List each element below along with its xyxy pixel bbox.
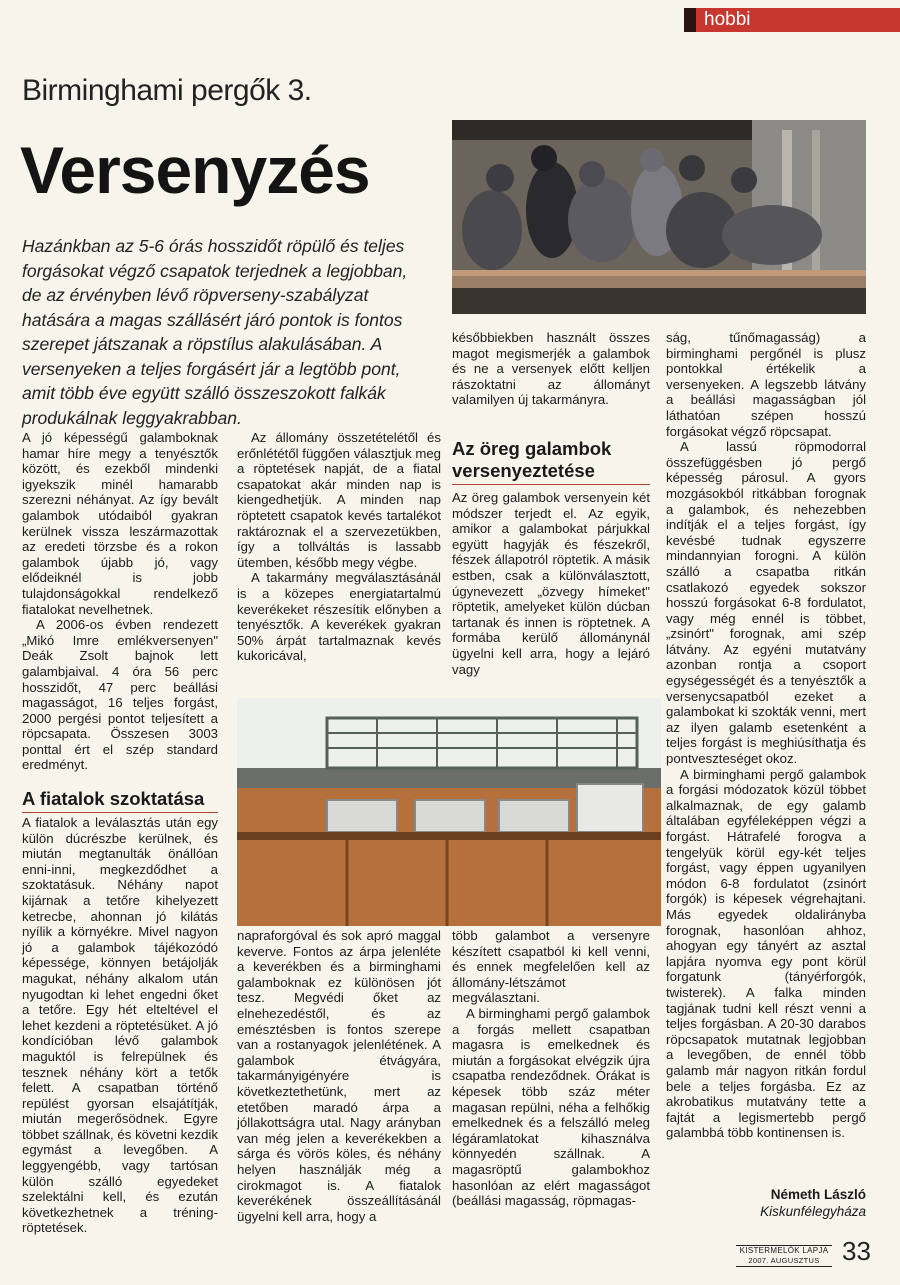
column-1-top xyxy=(22,430,218,773)
paragraph: A takarmány megválasztásánál is a közepes energiatartalmú keverékeket részesítik előnyben a tenyésztők. A keverékek gyakran 50% árpát tartalmaznak kevés kukoricával, xyxy=(237,570,441,664)
article-kicker: Birminghami pergők 3. xyxy=(22,74,312,107)
paragraph: A lassú röpmodorral összefüggésben jó pergő képesség párosul. A gyors mozgásokból ritkábban forognak a galambok, és nehezebben indítják el a teljes forgást, így kevésbé tudnak egyszerre mindannyian forogni. A külön szálló a csapatba ritkán csatlakozó egyedek sokszor hosszú forgásokat 6-8 fordulatot, vagy még ennél is többet, „zsinórt" forognak, ami szép látvány. Az egyéni mutatvány azonban rontja a csoport egységességét és a tenyésztők a versenycsapatból ezeket a galambokat ki szokták venni, mert az ilyen galamb esetenként a teljes forgást is meghiúsíthatja és pontveszteséget okoz. xyxy=(666,439,866,767)
paragraph: Az állomány összetételétől és erőnlététől függően választjuk meg a röptetések napját, de a fiatal csapatokat akár minden nap is kiengedhetjük. A minden nap röptetett csapatok kevés tartalékot raktároznak el a szervezetükben, így a tollváltás is lassabb ütemben, később megy végbe. xyxy=(237,430,441,570)
issue-date: 2007. AUGUSZTUS xyxy=(748,1256,820,1265)
column-3-bottom xyxy=(452,928,650,1209)
column-3-middle xyxy=(452,490,650,677)
column-4 xyxy=(666,330,866,1141)
loft-illustration xyxy=(237,698,661,926)
author-block xyxy=(666,1186,866,1220)
paragraph: napraforgóval és sok apró maggal keverve. Fontos az árpa jelenléte a keverékben és a birminghami galamboknak ez különösen jót tesz. Megvédi őket az elnehezedéstől, és az emésztésben is fontos szerepe van a rostanyagok jelenlétének. A galambok étvágyára, takarmányigényére is következtethetünk, mert az etetőben maradó árpa a jóllakottságra utal. Nagy arányban van még jelen a keverékekben a sárga és vörös köles, és néhány helyen használják még a cirokmagot is. A fiatalok keverékének összeállításánál ügyelni kell arra, hogy a xyxy=(237,928,441,1224)
paragraph: A birminghami pergő galambok a forgási módozatok közül többet alkalmaznak, de egy galamb általában egyféleképpen végzi a forgást. Hátrafelé forogva a tengelyük körül egy-két teljes forgást, vagy éppen ugyanilyen módon 6-8 fordulatot (zsinórt forgók) is képesek végrehajtani. Más egyedek oldalirányba forognak, hasonlóan ahhoz, ahogyan egy tányért az asztal lapjára nyomva egy pont körül forgatunk (tányérforgók, twisterek). A falka minden tagjának tudni kell részt venni a teljes forgásban. A 20-30 darabos röpcsapatok mutatnak legjobban a levegőben, de ennél több galamb már nagyon ritkán fordul bele a teljes forgásba. Ez az akrobatikus mutatvány tette a fajtát a legismertebb pergő galambbá több kontinensen is. xyxy=(666,766,866,1141)
paragraph: több galambot a versenyre készített csapatból ki kell venni, és ennek megfelelően kell az állomány-létszámot megválasztani. xyxy=(452,928,650,1006)
article-title: Versenyzés xyxy=(20,133,370,207)
paragraph: későbbiekben használt összes magot megismerjék a galambok és ne a versenyek előtt kelljen rászoktatni az állományt valamilyen új takarmányra. xyxy=(452,330,650,408)
pigeons-photo xyxy=(452,120,866,314)
column-2-bottom xyxy=(237,928,441,1224)
subhead-old-pigeons: Az öreg galambok versenyeztetése xyxy=(452,438,650,485)
loft-photo xyxy=(237,698,661,926)
magazine-name: KISTERMELŐK LAPJA xyxy=(739,1246,829,1255)
paragraph: Az öreg galambok versenyein két módszer terjedt el. Az egyik, amikor a galambokat párjukkal együtt hagyják és fészekről, fészek állapotról röptetik. A másik estben, csak a különválasztott, úgynevezett „özvegy hímeket" röptetik, amelyeket külön dúcban tartanak és innen is röptetnek. A formába kerülő állománynál ügyelni kell arra, hogy a lejáró vagy xyxy=(452,490,650,677)
lead-text: Hazánkban az 5-6 órás hosszidőt röpülő és teljes forgásokat végző csapatok terjednek a legjobban, de az érvényben lévő röpverseny-szabályzat hatására a magas szállásért járó pontok is fontos szerepet játszanak a röpstílus alakulásában. A versenyeken a teljes forgásért jár a legtöbb pont, amit több éve együtt szálló összeszokott falkák produkálnak leggyakrabban. xyxy=(22,236,408,428)
paragraph: A birminghami pergő galambok a forgás mellett csapatban magasra is emelkednek és miután a forgásokat elvégzik újra csapatba rendeződnek. Órákat is képesek több száz méter magasan repülni, néha a felhőkig emelkednek és a felszálló meleg légáramlatokat kihasználva könnyedén szállnak. A magasröptű galambokhoz hasonlóan az elért magasságot (beállási magasság, röpmagas- xyxy=(452,1005,650,1209)
author-city: Kiskunfélegyháza xyxy=(760,1204,866,1219)
section-tab-notch xyxy=(684,8,696,32)
column-1-bottom xyxy=(22,815,218,1236)
subhead-young-pigeons: A fiatalok szoktatása xyxy=(22,788,218,813)
paragraph: ság, tűnőmagasság) a birminghami pergőnél is plusz pontokkal értékelik a versenyeken. A legszebb látvány a beállási magasságban jól láthatóan szépen hosszú forgásokat végző röpcsapat. xyxy=(666,330,866,439)
paragraph: A jó képességű galamboknak hamar híre megy a tenyésztők között, és ezekből mindenki igyekszik minél hamarabb szerezni néhányat. Az így bevált galambok utódaiból gyakran kerülnek vissza leszármazottak az eredeti törzsbe és a rokon galambok újabb jó, vagy elődeiknél is jobb tulajdonságokkal rendelkező fiatalokat nevelhetnek. xyxy=(22,430,218,617)
section-tab xyxy=(684,8,900,32)
magazine-footer xyxy=(736,1245,832,1267)
page-number: 33 xyxy=(842,1236,871,1266)
pigeons-illustration xyxy=(452,120,866,314)
paragraph: A 2006-os évben rendezett „Mikó Imre emlékversenyen" Deák Zsolt bajnok lett galambjaival. 4 óra 56 perc hosszidőt, 47 perc beállási magasságot, 16 teljes forgást, 2000 pergési pontot teljesített a röpcsapata. Összesen 3003 ponttal ért el szép standard eredményt. xyxy=(22,617,218,773)
author-name: Németh László xyxy=(770,1187,866,1202)
column-3-top xyxy=(452,330,650,408)
column-2-top xyxy=(237,430,441,664)
paragraph: A fiatalok a leválasztás után egy külön dúcrészbe kerülnek, és miután megtanulták önállóan enni-inni, megkezdődhet a szoktatásuk. Néhány napot kijárnak a tetőre kihelyezett ketrecbe, ahonnan jó kilátás nyílik a környékre. Mivel nagyon jó a galambok tájékozódó képessége, könnyen betájolják magukat, néhány alkalom után nyugodtan ki lehet engedni őket a tetőre. Egy hét elteltével el lehet kezdeni a röptetésüket. A jó kondícióban lévő galambok maguktól is felrepülnek és tesznek néhány kört a tetők felett. A csapatban történő repülést gyorsan elsajátítják, miután megerősödnek. Egyre többet szállnak, és követni kezdik egymást a levegőben. A leggyengébb, vagy tartósan külön szálló egyedeket szelektálni kell, és ezután következhetnek a tréning-röptetések. xyxy=(22,815,218,1236)
article-lead xyxy=(22,234,426,430)
section-label: hobbi xyxy=(704,9,751,30)
